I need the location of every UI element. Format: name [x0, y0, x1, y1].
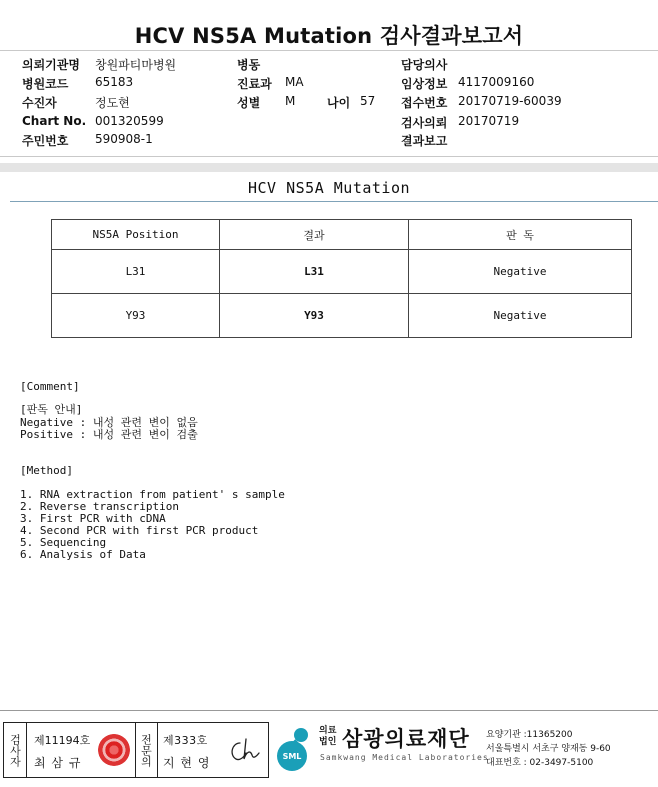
clinical-label: 임상정보 — [401, 77, 448, 91]
institution-label: 의뢰기관명 — [22, 58, 80, 72]
cell-interpretation: Negative — [409, 294, 632, 338]
col-header-position: NS5A Position — [52, 220, 220, 250]
method-step: 4. Second PCR with first PCR product — [20, 524, 259, 537]
col-header-interpretation: 판 독 — [409, 220, 632, 250]
results-table — [51, 219, 632, 338]
hospital-code-label: 병원코드 — [22, 77, 69, 91]
report-label: 결과보고 — [401, 134, 448, 148]
request-value: 20170719 — [458, 114, 520, 128]
title-divider — [0, 50, 658, 51]
footer — [0, 722, 658, 778]
comment-heading: [Comment] — [20, 380, 80, 393]
cell-result: L31 — [220, 250, 409, 294]
facility-code: 요양기관 :11365200 — [486, 730, 573, 740]
patient-info-block — [0, 54, 658, 150]
method-heading: [Method] — [20, 464, 73, 477]
method-step: 3. First PCR with cDNA — [20, 512, 166, 525]
cell-position: L31 — [52, 250, 220, 294]
specialist-label — [135, 723, 157, 777]
organization-logo-area — [268, 722, 656, 776]
patient-label: 수진자 — [22, 96, 57, 110]
logo-text: SML — [282, 752, 302, 761]
examiner-license: 제11194호 — [34, 734, 91, 747]
sex-label: 성별 — [237, 96, 261, 110]
cell-interpretation: Negative — [409, 250, 632, 294]
sex-value: M — [285, 94, 296, 108]
specialist-name: 지 현 영 — [163, 756, 211, 770]
phone-number: 대표번호 : 02-3497-5100 — [486, 758, 594, 768]
receipt-value: 20170719-60039 — [458, 94, 562, 108]
specialist-label-text: 전문의 — [139, 733, 153, 767]
method-step: 5. Sequencing — [20, 536, 107, 549]
dept-value: MA — [285, 75, 304, 89]
cell-result: Y93 — [220, 294, 409, 338]
examiner-label-text: 검사자 — [8, 733, 22, 767]
rrn-label: 주민번호 — [22, 134, 69, 148]
col-header-result: 결과 — [220, 220, 409, 250]
footer-divider — [0, 710, 658, 711]
specialist-license: 제333호 — [163, 734, 208, 747]
examiner-label — [4, 723, 26, 777]
clinical-value: 4117009160 — [458, 75, 535, 89]
examiner-name: 최 삼 규 — [34, 756, 82, 770]
section-rule — [10, 201, 658, 202]
method-step: 2. Reverse transcription — [20, 500, 179, 513]
org-prefix: 의료법인 — [319, 726, 337, 747]
table-row — [52, 250, 632, 294]
table-row — [52, 294, 632, 338]
box-divider — [26, 723, 27, 777]
cell-position: Y93 — [52, 294, 220, 338]
guide-negative: Negative : 내성 관련 변이 없음 — [20, 416, 198, 429]
dept-label: 진료과 — [237, 77, 272, 91]
age-value: 57 — [360, 94, 376, 108]
address: 서울특별시 서초구 양재동 9-60 — [486, 744, 611, 754]
report-title: HCV NS5A Mutation 검사결과보고서 — [134, 24, 524, 48]
method-step: 6. Analysis of Data — [20, 548, 146, 561]
request-label: 검사의뢰 — [401, 116, 448, 130]
guide-positive: Positive : 내성 관련 변이 검출 — [20, 428, 198, 441]
guide-heading: [판독 안내] — [20, 403, 83, 416]
institution-value: 창원파티마병원 — [95, 58, 177, 72]
section-title: HCV NS5A Mutation — [247, 179, 411, 197]
section-band — [0, 163, 658, 172]
ward-label: 병동 — [237, 58, 261, 72]
chart-value: 001320599 — [95, 114, 164, 128]
doctor-label: 담당의사 — [401, 58, 448, 72]
method-step: 1. RNA extraction from patient' s sample — [20, 488, 285, 501]
table-header-row — [52, 220, 632, 250]
info-divider — [0, 156, 658, 157]
signature-box — [3, 722, 269, 778]
chart-label: Chart No. — [22, 114, 87, 128]
sml-logo-icon — [270, 724, 316, 774]
red-seal-stamp-icon — [98, 734, 130, 766]
org-english-name: Samkwang Medical Laboratories — [320, 753, 489, 762]
patient-value: 정도현 — [95, 96, 130, 110]
rrn-value: 590908-1 — [95, 132, 153, 146]
box-divider — [157, 723, 158, 777]
age-label: 나이 — [327, 96, 351, 110]
handwritten-signature-icon — [226, 735, 262, 765]
receipt-label: 접수번호 — [401, 96, 448, 110]
org-name: 삼광의료재단 — [342, 727, 470, 751]
hospital-code-value: 65183 — [95, 75, 134, 89]
